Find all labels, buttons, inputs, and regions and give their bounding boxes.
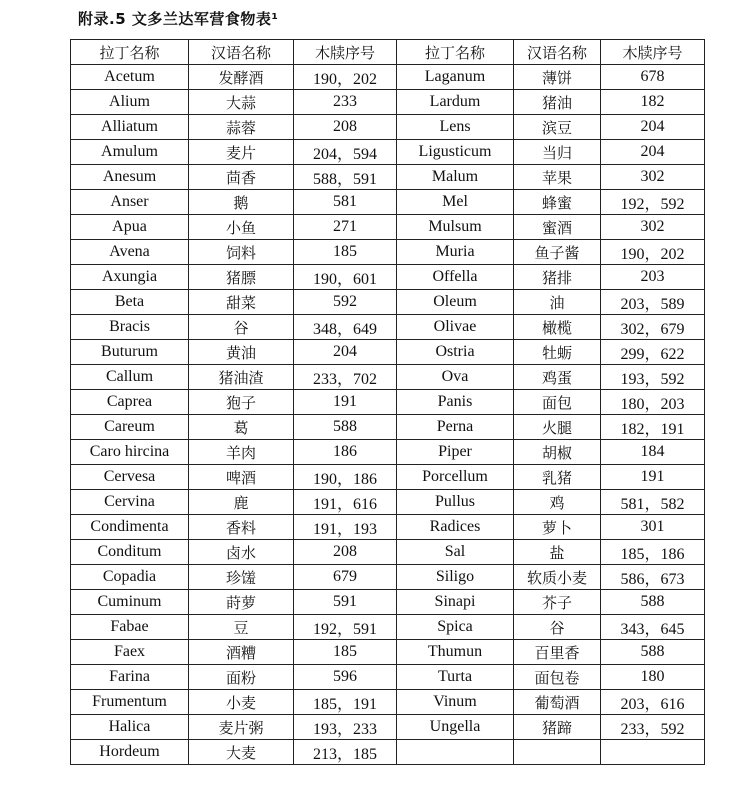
cell-tablet-number-left: 679 [294, 565, 397, 590]
cell-tablet-number-right: 180 [601, 665, 705, 690]
cell-latin-name-right: Porcellum [397, 465, 514, 490]
cell-chinese-name-left: 茴香 [189, 165, 294, 190]
cell-chinese-name-left: 小鱼 [189, 215, 294, 240]
cell-latin-name-right: Sal [397, 540, 514, 565]
cell-chinese-name-right: 牡蛎 [514, 340, 601, 365]
cell-latin-name-left: Condimenta [71, 515, 189, 540]
cell-latin-name-left: Faex [71, 640, 189, 665]
cell-tablet-number-left: 588，591 [294, 165, 397, 190]
cell-chinese-name-left: 黄油 [189, 340, 294, 365]
cell-chinese-name-right: 蜂蜜 [514, 190, 601, 215]
cell-latin-name-right: Radices [397, 515, 514, 540]
header-chinese-name-right: 汉语名称 [514, 40, 601, 65]
cell-chinese-name-left: 甜菜 [189, 290, 294, 315]
cell-latin-name-left: Alliatum [71, 115, 189, 140]
cell-chinese-name-right: 火腿 [514, 415, 601, 440]
cell-chinese-name-left: 大蒜 [189, 90, 294, 115]
cell-chinese-name-left: 饲料 [189, 240, 294, 265]
table-row [71, 115, 705, 140]
cell-chinese-name-right: 软质小麦 [514, 565, 601, 590]
table-caption: 附录.5 文多兰达军营食物表¹ [78, 10, 279, 28]
cell-tablet-number-left: 191，193 [294, 515, 397, 540]
cell-tablet-number-right: 190，202 [601, 240, 705, 265]
cell-latin-name-left: Amulum [71, 140, 189, 165]
cell-tablet-number-left: 581 [294, 190, 397, 215]
food-table [70, 39, 705, 765]
cell-latin-name-right: Olivae [397, 315, 514, 340]
cell-latin-name-right: Lens [397, 115, 514, 140]
cell-chinese-name-right: 盐 [514, 540, 601, 565]
cell-chinese-name-right: 苹果 [514, 165, 601, 190]
cell-tablet-number-left: 348，649 [294, 315, 397, 340]
cell-latin-name-right: Ligusticum [397, 140, 514, 165]
table-row [71, 415, 705, 440]
header-row [71, 40, 705, 65]
cell-tablet-number-left: 185 [294, 240, 397, 265]
cell-tablet-number-right: 193，592 [601, 365, 705, 390]
table-row [71, 315, 705, 340]
table-row [71, 515, 705, 540]
cell-tablet-number-right [601, 740, 705, 765]
cell-chinese-name-left: 莳萝 [189, 590, 294, 615]
cell-chinese-name-left: 葛 [189, 415, 294, 440]
cell-tablet-number-left: 596 [294, 665, 397, 690]
cell-latin-name-right: Malum [397, 165, 514, 190]
cell-latin-name-right: Piper [397, 440, 514, 465]
cell-chinese-name-left: 面粉 [189, 665, 294, 690]
cell-tablet-number-left: 190，202 [294, 65, 397, 90]
table-row [71, 440, 705, 465]
cell-latin-name-left: Cuminum [71, 590, 189, 615]
cell-tablet-number-left: 204，594 [294, 140, 397, 165]
cell-tablet-number-left: 208 [294, 540, 397, 565]
cell-latin-name-left: Fabae [71, 615, 189, 640]
cell-tablet-number-left: 185 [294, 640, 397, 665]
cell-latin-name-right: Panis [397, 390, 514, 415]
cell-tablet-number-right: 302，679 [601, 315, 705, 340]
table-row [71, 265, 705, 290]
table-row [71, 615, 705, 640]
cell-chinese-name-right: 滨豆 [514, 115, 601, 140]
cell-chinese-name-left: 谷 [189, 315, 294, 340]
table-row [71, 665, 705, 690]
cell-latin-name-left: Frumentum [71, 690, 189, 715]
cell-chinese-name-right: 油 [514, 290, 601, 315]
cell-tablet-number-right: 588 [601, 590, 705, 615]
cell-chinese-name-left: 狍子 [189, 390, 294, 415]
cell-tablet-number-left: 185，191 [294, 690, 397, 715]
cell-chinese-name-left: 卤水 [189, 540, 294, 565]
table-row [71, 490, 705, 515]
cell-tablet-number-right: 299，622 [601, 340, 705, 365]
cell-latin-name-right: Laganum [397, 65, 514, 90]
cell-chinese-name-left: 大麦 [189, 740, 294, 765]
cell-chinese-name-right: 猪排 [514, 265, 601, 290]
header-tablet-number-left: 木牍序号 [294, 40, 397, 65]
cell-latin-name-left: Hordeum [71, 740, 189, 765]
cell-chinese-name-left: 蒜蓉 [189, 115, 294, 140]
cell-chinese-name-right: 百里香 [514, 640, 601, 665]
cell-tablet-number-left: 213，185 [294, 740, 397, 765]
cell-chinese-name-left: 猪油渣 [189, 365, 294, 390]
table-row [71, 365, 705, 390]
cell-tablet-number-left: 233，702 [294, 365, 397, 390]
cell-chinese-name-right: 橄榄 [514, 315, 601, 340]
cell-latin-name-left: Farina [71, 665, 189, 690]
cell-tablet-number-right: 192，592 [601, 190, 705, 215]
cell-tablet-number-right: 180，203 [601, 390, 705, 415]
cell-chinese-name-left: 豆 [189, 615, 294, 640]
cell-latin-name-right: Offella [397, 265, 514, 290]
table-row [71, 90, 705, 115]
table-row [71, 140, 705, 165]
cell-chinese-name-right: 葡萄酒 [514, 690, 601, 715]
cell-latin-name-right: Vinum [397, 690, 514, 715]
cell-latin-name-right: Siligo [397, 565, 514, 590]
cell-tablet-number-left: 592 [294, 290, 397, 315]
cell-chinese-name-left: 发酵酒 [189, 65, 294, 90]
cell-tablet-number-right: 191 [601, 465, 705, 490]
cell-chinese-name-left: 香料 [189, 515, 294, 540]
cell-tablet-number-left: 591 [294, 590, 397, 615]
cell-latin-name-left: Alium [71, 90, 189, 115]
table-row [71, 640, 705, 665]
cell-tablet-number-left: 186 [294, 440, 397, 465]
cell-latin-name-left: Cervina [71, 490, 189, 515]
table-row [71, 390, 705, 415]
cell-chinese-name-left: 羊肉 [189, 440, 294, 465]
cell-latin-name-right: Mulsum [397, 215, 514, 240]
cell-latin-name-left: Beta [71, 290, 189, 315]
cell-tablet-number-right: 204 [601, 140, 705, 165]
cell-chinese-name-right: 蜜酒 [514, 215, 601, 240]
cell-chinese-name-right: 面包 [514, 390, 601, 415]
cell-chinese-name-right: 薄饼 [514, 65, 601, 90]
cell-chinese-name-right: 鱼子酱 [514, 240, 601, 265]
cell-chinese-name-right: 乳猪 [514, 465, 601, 490]
cell-tablet-number-right: 588 [601, 640, 705, 665]
cell-tablet-number-left: 588 [294, 415, 397, 440]
header-tablet-number-right: 木牍序号 [601, 40, 705, 65]
cell-tablet-number-left: 233 [294, 90, 397, 115]
cell-latin-name-right: Turta [397, 665, 514, 690]
cell-latin-name-right: Sinapi [397, 590, 514, 615]
header-latin-name-left: 拉丁名称 [71, 40, 189, 65]
cell-latin-name-left: Avena [71, 240, 189, 265]
cell-latin-name-left: Halica [71, 715, 189, 740]
cell-tablet-number-right: 233，592 [601, 715, 705, 740]
cell-latin-name-left: Callum [71, 365, 189, 390]
table-row [71, 690, 705, 715]
cell-tablet-number-right: 182，191 [601, 415, 705, 440]
cell-latin-name-left: Caprea [71, 390, 189, 415]
cell-latin-name-right: Lardum [397, 90, 514, 115]
cell-chinese-name-left: 麦片粥 [189, 715, 294, 740]
cell-latin-name-left: Anesum [71, 165, 189, 190]
cell-tablet-number-left: 193，233 [294, 715, 397, 740]
cell-tablet-number-right: 184 [601, 440, 705, 465]
table-row [71, 65, 705, 90]
cell-chinese-name-right: 猪油 [514, 90, 601, 115]
table-row [71, 290, 705, 315]
table-row [71, 465, 705, 490]
cell-latin-name-left: Caro hircina [71, 440, 189, 465]
cell-chinese-name-right [514, 740, 601, 765]
table-row [71, 715, 705, 740]
table-row [71, 565, 705, 590]
cell-chinese-name-right: 面包卷 [514, 665, 601, 690]
table-row [71, 540, 705, 565]
cell-chinese-name-right: 猪蹄 [514, 715, 601, 740]
cell-chinese-name-left: 啤酒 [189, 465, 294, 490]
cell-chinese-name-right: 萝卜 [514, 515, 601, 540]
cell-latin-name-right: Ova [397, 365, 514, 390]
cell-chinese-name-left: 珍馐 [189, 565, 294, 590]
cell-tablet-number-right: 302 [601, 215, 705, 240]
cell-latin-name-left: Conditum [71, 540, 189, 565]
cell-latin-name-right [397, 740, 514, 765]
cell-chinese-name-left: 猪膘 [189, 265, 294, 290]
header-latin-name-right: 拉丁名称 [397, 40, 514, 65]
cell-chinese-name-left: 鹅 [189, 190, 294, 215]
cell-latin-name-left: Axungia [71, 265, 189, 290]
cell-latin-name-left: Copadia [71, 565, 189, 590]
cell-tablet-number-right: 301 [601, 515, 705, 540]
header-chinese-name-left: 汉语名称 [189, 40, 294, 65]
cell-chinese-name-right: 鸡蛋 [514, 365, 601, 390]
cell-latin-name-right: Muria [397, 240, 514, 265]
cell-tablet-number-right: 586，673 [601, 565, 705, 590]
cell-chinese-name-right: 谷 [514, 615, 601, 640]
cell-tablet-number-right: 343，645 [601, 615, 705, 640]
cell-latin-name-right: Pullus [397, 490, 514, 515]
cell-tablet-number-left: 204 [294, 340, 397, 365]
cell-latin-name-left: Apua [71, 215, 189, 240]
cell-tablet-number-right: 302 [601, 165, 705, 190]
cell-chinese-name-left: 麦片 [189, 140, 294, 165]
cell-chinese-name-left: 鹿 [189, 490, 294, 515]
cell-tablet-number-left: 192，591 [294, 615, 397, 640]
cell-tablet-number-right: 678 [601, 65, 705, 90]
cell-tablet-number-right: 203，616 [601, 690, 705, 715]
cell-tablet-number-left: 271 [294, 215, 397, 240]
cell-latin-name-right: Oleum [397, 290, 514, 315]
cell-latin-name-right: Ostria [397, 340, 514, 365]
cell-tablet-number-left: 190，186 [294, 465, 397, 490]
table-row [71, 740, 705, 765]
cell-latin-name-right: Spica [397, 615, 514, 640]
cell-latin-name-left: Buturum [71, 340, 189, 365]
cell-tablet-number-left: 190，601 [294, 265, 397, 290]
cell-tablet-number-left: 191 [294, 390, 397, 415]
cell-tablet-number-right: 185，186 [601, 540, 705, 565]
table-row [71, 215, 705, 240]
cell-chinese-name-right: 当归 [514, 140, 601, 165]
table-row [71, 340, 705, 365]
table-row [71, 240, 705, 265]
cell-chinese-name-right: 芥子 [514, 590, 601, 615]
cell-latin-name-left: Acetum [71, 65, 189, 90]
cell-latin-name-left: Anser [71, 190, 189, 215]
cell-latin-name-right: Thumun [397, 640, 514, 665]
cell-latin-name-left: Cervesa [71, 465, 189, 490]
cell-latin-name-right: Ungella [397, 715, 514, 740]
cell-tablet-number-left: 191，616 [294, 490, 397, 515]
cell-tablet-number-right: 204 [601, 115, 705, 140]
cell-tablet-number-right: 203，589 [601, 290, 705, 315]
cell-tablet-number-right: 581，582 [601, 490, 705, 515]
cell-chinese-name-left: 小麦 [189, 690, 294, 715]
table-row [71, 190, 705, 215]
cell-latin-name-left: Bracis [71, 315, 189, 340]
cell-tablet-number-right: 203 [601, 265, 705, 290]
cell-tablet-number-right: 182 [601, 90, 705, 115]
cell-latin-name-right: Mel [397, 190, 514, 215]
cell-latin-name-right: Perna [397, 415, 514, 440]
cell-latin-name-left: Careum [71, 415, 189, 440]
table-row [71, 590, 705, 615]
table-row [71, 165, 705, 190]
cell-tablet-number-left: 208 [294, 115, 397, 140]
cell-chinese-name-left: 酒糟 [189, 640, 294, 665]
cell-chinese-name-right: 胡椒 [514, 440, 601, 465]
cell-chinese-name-right: 鸡 [514, 490, 601, 515]
